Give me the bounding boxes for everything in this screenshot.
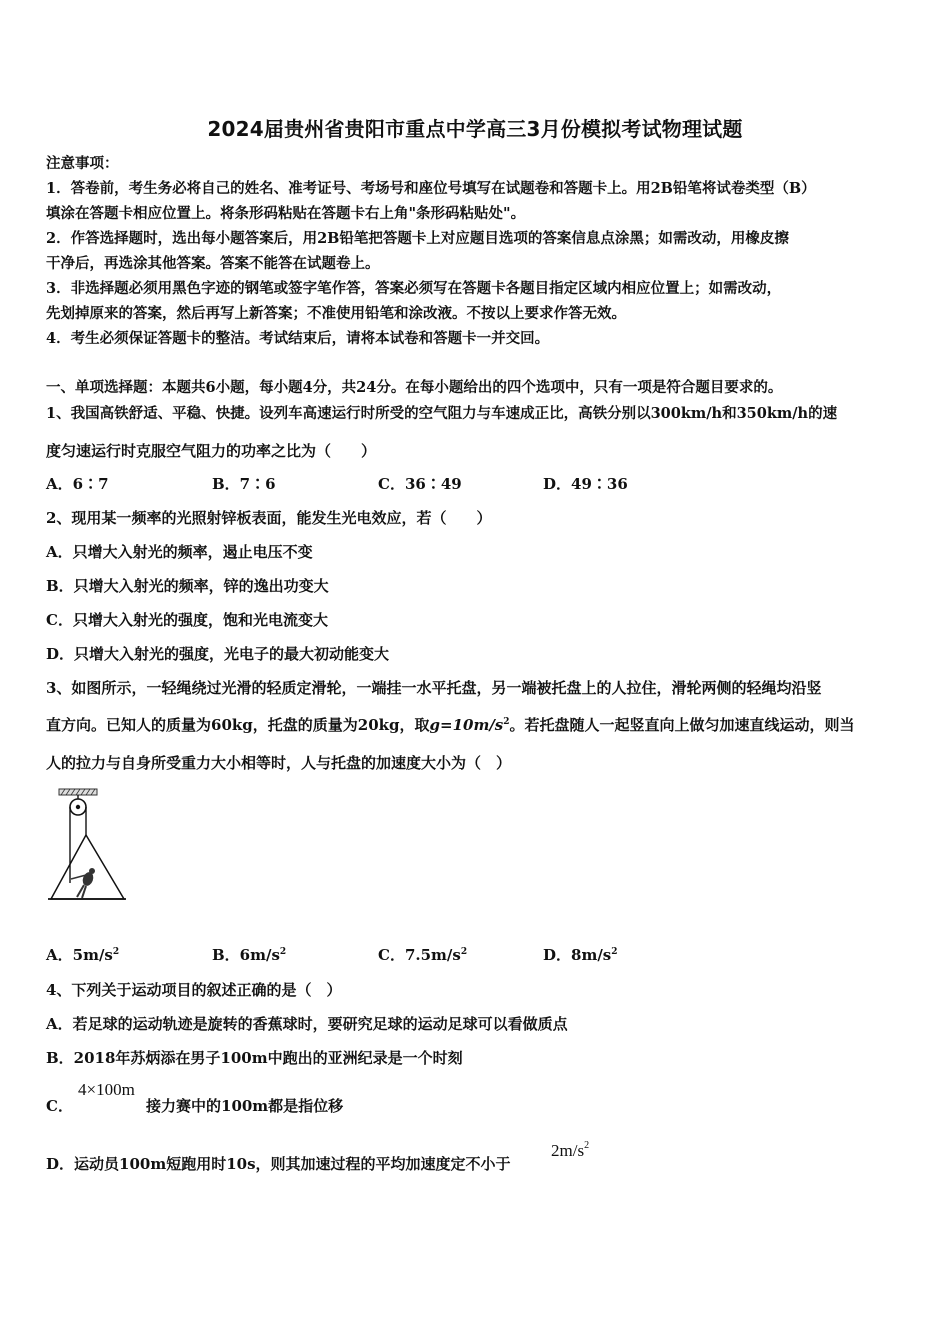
q1-option-b: B．7∶6 [212, 475, 276, 493]
q4-option-c-math: 4×100m [78, 1080, 135, 1099]
notice-line: 3．非选择题必须用黑色字迹的钢笔或签字笔作答，答案必须写在答题卡各题目指定区域内相应位置上；如需改动， [46, 280, 782, 297]
notice-line: 干净后，再选涂其他答案。答案不能答在试题卷上。 [46, 255, 380, 272]
notice-line: 1．答卷前，考生务必将自己的姓名、准考证号、考场号和座位号填写在试题卷和答题卡上。用2B铅笔将试卷类型（B） [46, 180, 816, 197]
notice-line: 4．考生必须保证答题卡的整洁。考试结束后，请将本试卷和答题卡一并交回。 [46, 330, 550, 347]
notice-line: 先划掉原来的答案，然后再写上新答案；不准使用铅笔和涂改液。不按以上要求作答无效。 [46, 305, 626, 322]
q2-stem: 2、现用某一频率的光照射锌板表面，能发生光电效应，若（ ） [46, 509, 492, 527]
q1-stem-line2: 度匀速运行时克服空气阻力的功率之比为（ ） [46, 442, 377, 460]
q4-option-b: B．2018年苏炳添在男子100m中跑出的亚洲纪录是一个时刻 [46, 1049, 463, 1067]
q3-option-a: A．$5m/s^2$ [46, 946, 120, 964]
notice-line: 填涂在答题卡相应位置上。将条形码粘贴在答题卡右上角"条形码粘贴处"。 [46, 205, 526, 222]
q3-option-c: C．$7.5m/s^2$ [378, 946, 468, 964]
q3-stem-line3: 人的拉力与自身所受重力大小相等时，人与托盘的加速度大小为（ ） [46, 754, 512, 772]
q4-option-d-text: D．运动员100m短跑用时10s，则其加速过程的平均加速度定不小于 [46, 1155, 511, 1173]
page-title: 2024届贵州省贵阳市重点中学高三3月份模拟考试物理试题 [207, 117, 743, 141]
q3-stem-text: 直方向。已知人的质量为60kg，托盘的质量为20kg，取 [46, 716, 430, 734]
q2-option-b: B．只增大入射光的频率，锌的逸出功变大 [46, 577, 329, 595]
pulley-figure [46, 787, 136, 905]
notice-line: 2．作答选择题时，选出每小题答案后，用2B铅笔把答题卡上对应题目选项的答案信息点涂黑；如需改动，用橡皮擦 [46, 230, 789, 247]
q2-option-a: A．只增大入射光的频率，遏止电压不变 [46, 543, 313, 561]
q3-stem-text: 。若托盘随人一起竖直向上做匀加速直线运动，则当 [509, 716, 855, 734]
section-heading: 一、单项选择题：本题共6小题，每小题4分，共24分。在每小题给出的四个选项中，只有一项是符合题目要求的。 [46, 379, 783, 396]
q3-option-b: B．$6m/s^2$ [212, 946, 287, 964]
notice-heading: 注意事项： [46, 155, 119, 172]
q1-option-c: C．36∶49 [378, 475, 462, 493]
q3-gravity: g=10m/s [429, 716, 504, 734]
q2-option-d: D．只增大入射光的强度，光电子的最大初动能变大 [46, 645, 390, 663]
q4-option-a: A．若足球的运动轨迹是旋转的香蕉球时，要研究足球的运动足球可以看做质点 [46, 1015, 568, 1033]
q1-option-d: D．49∶36 [543, 475, 628, 493]
q4-option-d-math: $2m/s^2$ [551, 1140, 590, 1160]
q4-option-c-text: 接力赛中的100m都是指位移 [146, 1097, 344, 1115]
q3-stem-line1: 3、如图所示，一轻绳绕过光滑的轻质定滑轮，一端挂一水平托盘，另一端被托盘上的人拉住，滑轮两侧的轻绳均沿竖 [46, 679, 822, 697]
q3-stem-line2 [46, 714, 855, 735]
superscript: 2 [503, 717, 510, 727]
q3-option-d: D．$8m/s^2$ [543, 946, 618, 964]
q4-option-c-prefix: C． [46, 1097, 73, 1115]
q2-option-c: C．只增大入射光的强度，饱和光电流变大 [46, 611, 328, 629]
q4-stem: 4、下列关于运动项目的叙述正确的是（ ） [46, 981, 342, 999]
q1-stem-line1: 1、我国高铁舒适、平稳、快捷。设列车高速运行时所受的空气阻力与车速成正比，高铁分别以300km/h和350km/h的速 [46, 405, 838, 422]
q1-option-a: A．6∶7 [46, 475, 109, 493]
